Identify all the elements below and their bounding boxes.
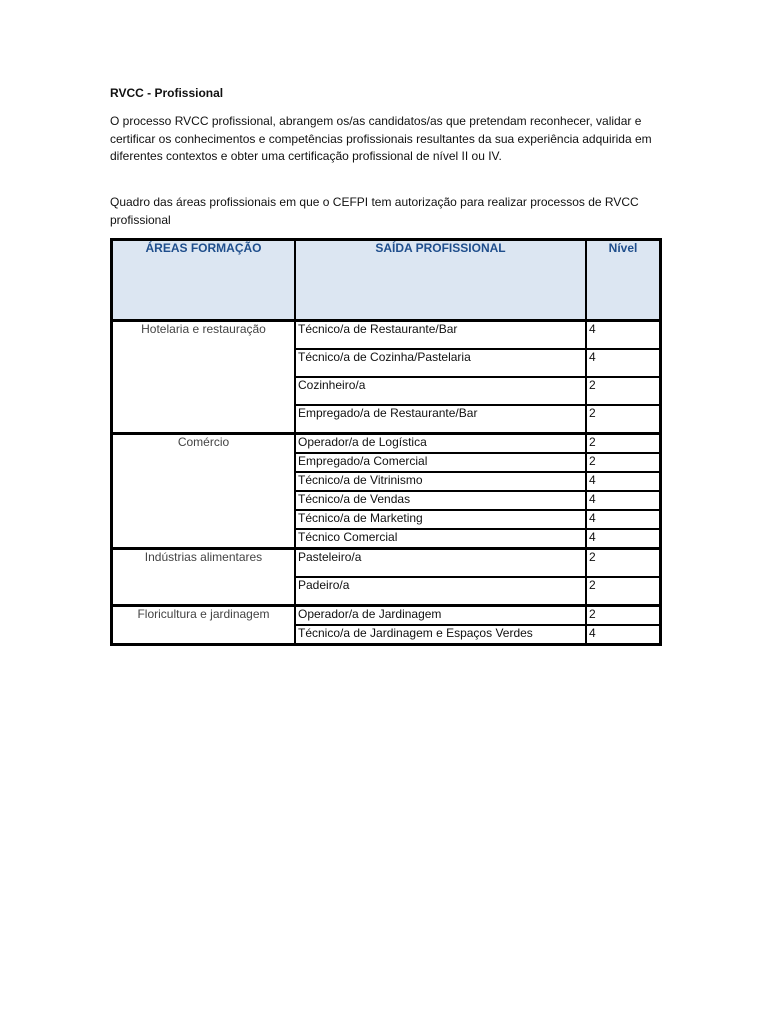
- document-title: RVCC - Profissional: [110, 86, 224, 100]
- table-caption-paragraph: Quadro das áreas profissionais em que o CEFPI tem autorização para realizar processos de RVCC profissional: [110, 195, 639, 227]
- header-nivel: Nível: [586, 240, 660, 321]
- area-cell-industrias: Indústrias alimentares: [112, 548, 295, 605]
- intro-paragraph: O processo RVCC profissional, abrangem os/as candidatos/as que pretendam reconhecer, validar e certificar os conhecimentos e competências profissionais resultantes da sua experiência adquirida em diferentes contextos e obter uma certificação profissional de nível II ou IV.: [110, 114, 652, 163]
- saida-cell: Técnico/a de Marketing: [295, 510, 586, 529]
- nivel-cell: 4: [586, 510, 660, 529]
- nivel-cell: 2: [586, 377, 660, 405]
- area-cell-hotelaria: Hotelaria e restauração: [112, 321, 295, 433]
- nivel-cell: 4: [586, 321, 660, 349]
- saida-cell: Padeiro/a: [295, 577, 586, 605]
- saida-cell: Técnico/a de Vendas: [295, 491, 586, 510]
- area-cell-floricultura: Floricultura e jardinagem: [112, 605, 295, 644]
- saida-cell: Técnico/a de Vitrinismo: [295, 472, 586, 491]
- saida-cell: Empregado/a Comercial: [295, 453, 586, 472]
- nivel-cell: 2: [586, 605, 660, 625]
- saida-cell: Empregado/a de Restaurante/Bar: [295, 405, 586, 433]
- nivel-cell: 4: [586, 349, 660, 377]
- header-saida-profissional: SAÍDA PROFISSIONAL: [295, 240, 586, 321]
- area-cell-comercio: Comércio: [112, 433, 295, 548]
- saida-cell: Técnico/a de Jardinagem e Espaços Verdes: [295, 625, 586, 644]
- professional-areas-table: [110, 238, 662, 646]
- nivel-cell: 2: [586, 433, 660, 453]
- nivel-cell: 2: [586, 453, 660, 472]
- saida-cell: Técnico Comercial: [295, 529, 586, 548]
- nivel-cell: 4: [586, 529, 660, 548]
- saida-cell: Cozinheiro/a: [295, 377, 586, 405]
- saida-cell: Pasteleiro/a: [295, 548, 586, 577]
- nivel-cell: 2: [586, 577, 660, 605]
- saida-cell: Operador/a de Logística: [295, 433, 586, 453]
- nivel-cell: 4: [586, 472, 660, 491]
- nivel-cell: 4: [586, 491, 660, 510]
- nivel-cell: 2: [586, 548, 660, 577]
- header-areas-formacao: ÁREAS FORMAÇÃO: [112, 240, 295, 321]
- nivel-cell: 2: [586, 405, 660, 433]
- saida-cell: Operador/a de Jardinagem: [295, 605, 586, 625]
- nivel-cell: 4: [586, 625, 660, 644]
- saida-cell: Técnico/a de Cozinha/Pastelaria: [295, 349, 586, 377]
- saida-cell: Técnico/a de Restaurante/Bar: [295, 321, 586, 349]
